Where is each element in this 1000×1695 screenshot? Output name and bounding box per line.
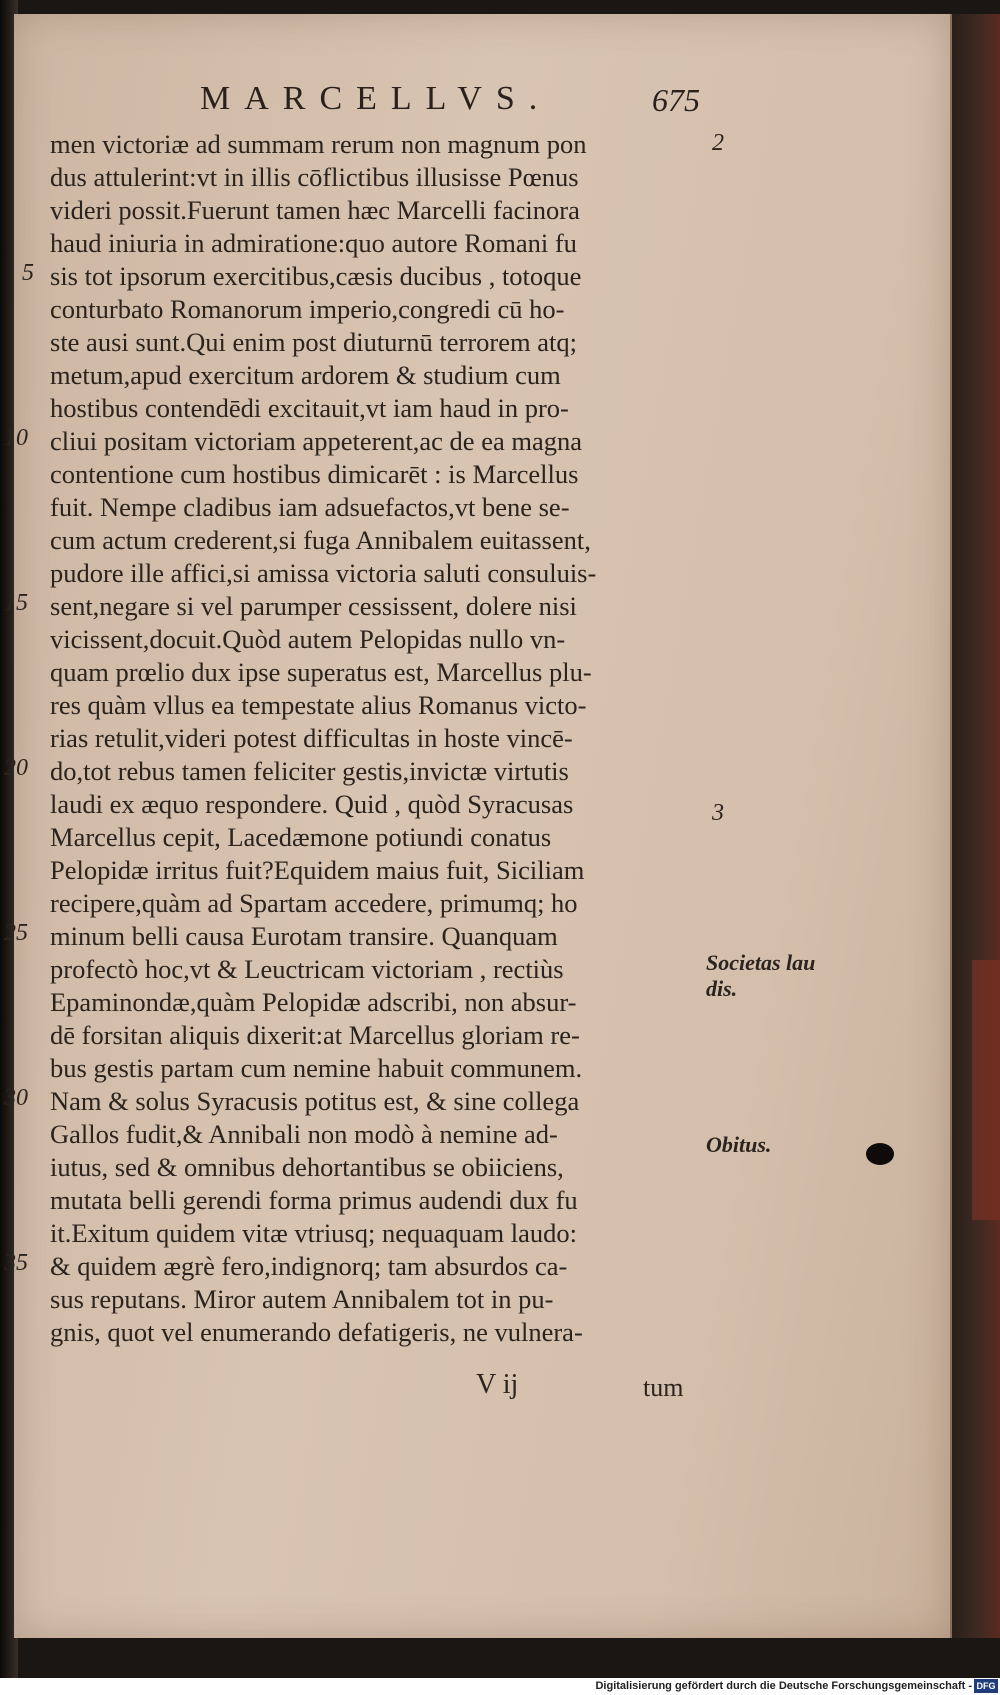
text-line: Nam & solus Syracusis potitus est, & sine collega — [50, 1086, 580, 1116]
text-line: cum actum crederent,si fuga Annibalem euitassent, — [50, 525, 591, 555]
text-line: do,tot rebus tamen feliciter gestis,invictæ virtutis — [50, 756, 569, 786]
text-line: Marcellus cepit, Lacedæmone potiundi conatus — [50, 822, 552, 852]
text-line: recipere,quàm ad Spartam accedere, primumq; ho — [50, 888, 578, 918]
text-line: vicissent,docuit.Quòd autem Pelopidas nullo vn- — [50, 624, 566, 654]
footer-bar — [0, 1678, 1000, 1695]
text-line: quam prœlio dux ipse superatus est, Marcellus plu- — [50, 657, 592, 687]
catchword: tum — [643, 1373, 684, 1402]
text-line: hostibus contendēdi excitauit,vt iam haud in pro- — [50, 393, 569, 423]
text-line: contentione cum hostibus dimicarēt : is Marcellus — [50, 459, 579, 489]
text-line: ste ausi sunt.Qui enim post diuturnū terrorem atq; — [50, 327, 577, 357]
text-line: profectò hoc,vt & Leuctricam victoriam , rectiùs — [50, 954, 564, 984]
signature-mark: V ij — [476, 1369, 519, 1400]
line-number: 5 — [22, 260, 34, 286]
footer-credit: Digitalisierung gefördert durch die Deutsche Forschungsgemeinschaft - — [595, 1680, 972, 1692]
text-line: fuit. Nempe cladibus iam adsuefactos,vt bene se- — [50, 492, 570, 522]
text-line: iutus, sed & omnibus dehortantibus se obiiciens, — [50, 1152, 564, 1182]
text-line: cliui positam victoriam appeterent,ac de ea magna — [50, 426, 582, 456]
line-number: 20 — [4, 755, 28, 781]
text-line: Epaminondæ,quàm Pelopidæ adscribi, non absur- — [50, 987, 577, 1017]
text-line: dē forsitan aliquis dixerit:at Marcellus gloriam re- — [50, 1020, 580, 1050]
page-number: 675 — [652, 82, 700, 118]
text-line: rias retulit,videri potest difficultas in hoste vincē- — [50, 723, 573, 753]
text-line: bus gestis partam cum nemine habuit communem. — [50, 1053, 583, 1083]
dfg-logo: DFG — [974, 1679, 998, 1693]
text-line: metum,apud exercitum ardorem & studium cum — [50, 360, 561, 390]
text-line: res quàm vllus ea tempestate alius Romanus victo- — [50, 690, 587, 720]
line-number: 35 — [4, 1250, 28, 1276]
text-line: men victoriæ ad summam rerum non magnum pon — [50, 129, 587, 159]
text-line: minum belli causa Eurotam transire. Quanquam — [50, 921, 558, 951]
text-line: mutata belli gerendi forma primus audendi dux fu — [50, 1185, 578, 1215]
text-line: Gallos fudit,& Annibali non modò à nemine ad- — [50, 1119, 558, 1149]
line-number: 30 — [4, 1085, 28, 1111]
line-number: 10 — [4, 425, 28, 451]
text-line: videri possit.Fuerunt tamen hæc Marcelli facinora — [50, 195, 580, 225]
page-edge — [952, 14, 1000, 1638]
text-line: conturbato Romanorum imperio,congredi cū ho- — [50, 294, 565, 324]
text-line: dus attulerint:vt in illis cōflictibus illusisse Pœnus — [50, 162, 579, 192]
section-mark: 3 — [712, 800, 724, 826]
text-line: & quidem ægrè fero,indignorq; tam absurdos ca- — [50, 1251, 568, 1281]
text-line: it.Exitum quidem vitæ vtriusq; nequaquam laudo: — [50, 1218, 577, 1248]
margin-note: Obitus. — [706, 1132, 772, 1157]
line-number: 25 — [4, 920, 28, 946]
text-line: Pelopidæ irritus fuit?Equidem maius fuit, Siciliam — [50, 855, 585, 885]
section-mark: 2 — [712, 130, 724, 156]
ink-blot — [866, 1143, 894, 1165]
running-head: MARCELLVS. — [200, 80, 552, 117]
text-line: pudore ille affici,si amissa victoria saluti consuluis- — [50, 558, 597, 588]
text-line: sent,negare si vel parumper cessissent, dolere nisi — [50, 591, 577, 621]
text-line: gnis, quot vel enumerando defatigeris, ne vulnera- — [50, 1317, 583, 1347]
text-line: sus reputans. Miror autem Annibalem tot in pu- — [50, 1284, 554, 1314]
page-edge-stain — [972, 960, 1000, 1220]
text-line: laudi ex æquo respondere. Quid , quòd Syracusas — [50, 789, 574, 819]
line-number: 15 — [4, 590, 28, 616]
margin-note: Societas lau dis. — [706, 950, 816, 1001]
text-line: sis tot ipsorum exercitibus,cæsis ducibus , totoque — [50, 261, 582, 291]
body-text — [50, 128, 700, 1349]
text-line: haud iniuria in admiratione:quo autore Romani fu — [50, 228, 577, 258]
